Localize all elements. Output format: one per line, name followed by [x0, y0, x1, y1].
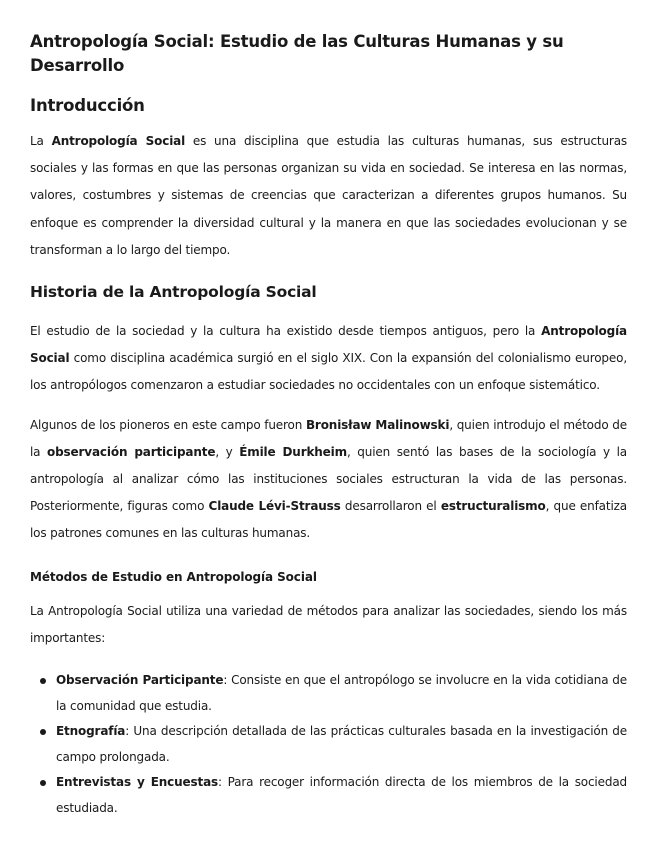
section-heading-introduccion: Introducción — [30, 96, 145, 115]
bullet-icon — [40, 780, 46, 786]
intro-paragraph: La Antropología Social es una disciplina que estudia las culturas humanas, sus estructuras sociales y las formas en que las personas organizan su vida en sociedad. Se interesa en las normas, valores, costumbres y sistemas de creencias que caracterizan a diferentes grupos humanos. Su enfoque es comprender la diversidad cultural y la manera en que las sociedades evolucionan y se transforman a lo largo del tiempo. — [30, 134, 628, 257]
bold-term: Émile Durkheim — [239, 444, 347, 459]
bullet-icon — [40, 729, 46, 735]
section-heading-metodos: Métodos de Estudio en Antropología Social — [30, 569, 317, 584]
methods-intro: La Antropología Social utiliza una variedad de métodos para analizar las sociedades, siendo los más importantes: — [30, 603, 627, 645]
bold-term: Antropología Social — [30, 324, 627, 366]
list-item: Observación Participante: Consiste en que el antropólogo se involucre en la vida cotidiana de la comunidad que estudia. — [56, 668, 627, 719]
bold-term: observación participante — [47, 444, 216, 459]
bold-term: Antropología Social — [51, 134, 186, 148]
list-item: Entrevistas y Encuestas: Para recoger información directa de los miembros de la sociedad estudiada. — [56, 770, 627, 821]
history-paragraph-1: El estudio de la sociedad y la cultura ha existido desde tiempos antiguos, pero la Antropología Social como disciplina académica surgió en el siglo XIX. Con la expansión del colonialismo europeo, los antropólogos comenzaron a estudiar sociedades no occidentales con un enfoque sistemático. — [30, 324, 627, 393]
section-heading-historia: Historia de la Antropología Social — [30, 283, 317, 302]
bold-term: Bronisław Malinowski — [305, 417, 450, 432]
list-item: Etnografía: Una descripción detallada de las prácticas culturales basada en la investigación de campo prolongada. — [56, 719, 627, 770]
bold-term: estructuralismo — [440, 499, 546, 514]
bold-term: Claude Lévi-Strauss — [208, 499, 341, 514]
history-paragraph-2: Algunos de los pioneros en este campo fueron Bronisław Malinowski, quien introdujo el método de la observación participante, y Émile Durkheim, quien sentó las bases de la sociología y la antropología al analizar cómo las instituciones sociales estructuran la vida de las personas. Posteriormente, figuras como Claude Lévi-Strauss desarrollaron el estructuralismo, que enfatiza los patrones comunes en las culturas humanas. — [30, 417, 627, 541]
methods-list — [30, 668, 627, 821]
page-title: Antropología Social: Estudio de las Culturas Humanas y su Desarrollo — [30, 32, 564, 75]
bullet-icon — [40, 678, 46, 684]
